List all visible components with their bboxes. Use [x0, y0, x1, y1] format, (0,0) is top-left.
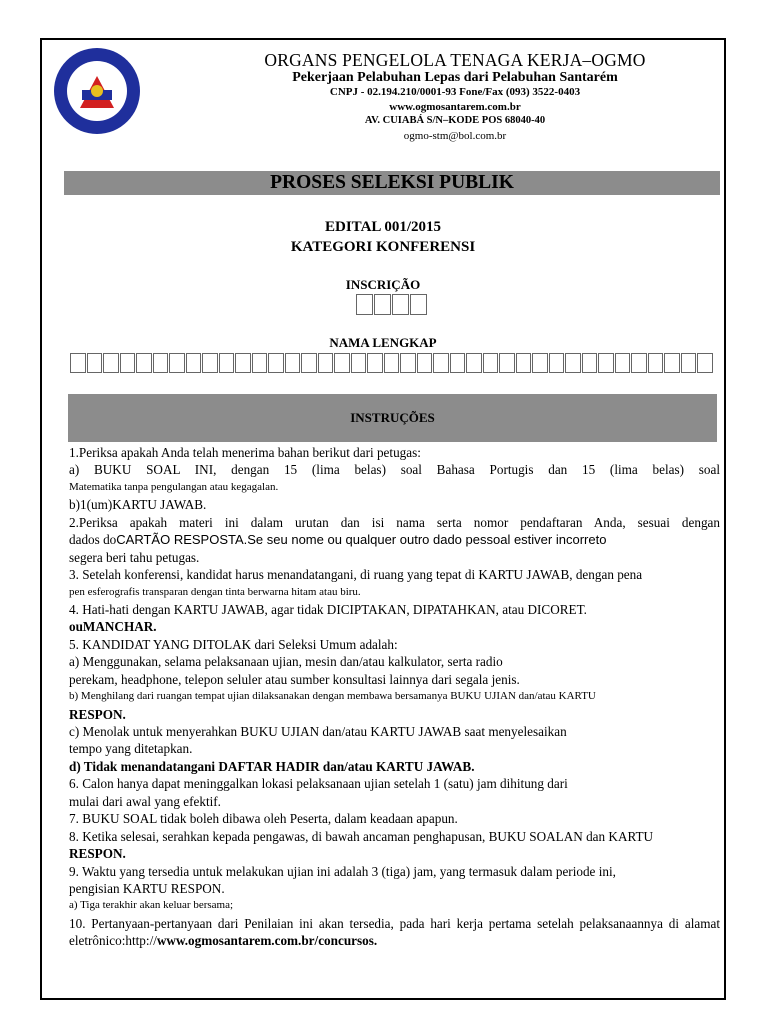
org-address: AV. CUIABÁ S/N–KODE POS 68040-40	[364, 115, 546, 126]
instruction-line	[69, 932, 720, 949]
instruction-line: a) Tiga terakhir akan keluar bersama;	[69, 899, 234, 912]
instruction-line: 8. Ketika selesai, serahkan kepada pengawas, di bawah ancaman penghapusan, BUKU SOALAN dan KARTU	[69, 828, 654, 844]
name-letter-box[interactable]	[235, 353, 251, 373]
instruction-line: mulai dari awal yang efektif.	[69, 793, 221, 809]
instruction-line	[69, 531, 720, 548]
instruction-line: a) BUKU SOAL INI, dengan 15 (lima belas) soal Bahasa Portugis dan 15 (lima belas) soal	[69, 462, 720, 478]
name-letter-box[interactable]	[351, 353, 367, 373]
name-letter-box[interactable]	[615, 353, 631, 373]
name-letter-box[interactable]	[169, 353, 185, 373]
inscricao-label: INSCRIÇÃO	[345, 277, 421, 292]
instruction-line: b) Menghilang dari ruangan tempat ujian dilaksanakan dengan membawa bersamanya BUKU UJIAN dan/atau KARTU	[69, 690, 596, 703]
name-letter-box[interactable]	[664, 353, 680, 373]
instruction-line: 10. Pertanyaan-pertanyaan dari Penilaian ini akan tersedia, pada hari kerja pertama setelah pelaksanaannya di alamat	[69, 915, 720, 931]
instructions-header: INSTRUÇÕES	[68, 394, 717, 442]
name-letter-box[interactable]	[681, 353, 697, 373]
name-letter-box[interactable]	[301, 353, 317, 373]
org-website: www.ogmosantarem.com.br	[389, 101, 521, 113]
name-letter-box[interactable]	[202, 353, 218, 373]
name-letter-box[interactable]	[186, 353, 202, 373]
name-letter-box[interactable]	[103, 353, 119, 373]
instruction-line: pengisian KARTU RESPON.	[69, 880, 225, 896]
instruction-text: CARTÃO RESPOSTA.Se seu nome ou qualquer outro dado pessoal estiver incorreto	[116, 532, 607, 548]
instruction-line: tempo yang ditetapkan.	[69, 741, 193, 757]
name-letter-box[interactable]	[549, 353, 565, 373]
name-letter-box[interactable]	[285, 353, 301, 373]
instruction-line: b)1(um)KARTU JAWAB.	[69, 497, 207, 513]
name-letter-box[interactable]	[450, 353, 466, 373]
instruction-line: perekam, headphone, telepon seluler atau sumber konsultasi lainnya dari segala jenis.	[69, 671, 520, 687]
org-cnpj: CNPJ - 02.194.210/0001-93 Fone/Fax (093) 3522-0403	[329, 86, 581, 98]
name-letter-box[interactable]	[516, 353, 532, 373]
name-letter-box[interactable]	[466, 353, 482, 373]
ogmo-logo	[52, 46, 142, 136]
instruction-line: 2.Periksa apakah materi ini dalam urutan dan isi nama serta nomor pendaftaran Anda, sesuai dengan	[69, 514, 720, 530]
name-letter-box[interactable]	[417, 353, 433, 373]
instruction-line: 7. BUKU SOAL tidak boleh dibawa oleh Peserta, dalam keadaan apapun.	[69, 811, 458, 827]
inscricao-digit-box[interactable]	[392, 294, 409, 315]
name-letter-box[interactable]	[153, 353, 169, 373]
inscricao-boxes[interactable]	[356, 294, 428, 315]
title-banner: PROSES SELEKSI PUBLIK	[64, 171, 720, 195]
edital-number: EDITAL 001/2015	[325, 219, 441, 235]
instructions-body	[69, 444, 720, 950]
full-name-label: NAMA LENGKAP	[329, 335, 437, 350]
name-letter-box[interactable]	[367, 353, 383, 373]
name-letter-box[interactable]	[697, 353, 713, 373]
name-letter-box[interactable]	[219, 353, 235, 373]
name-letter-box[interactable]	[400, 353, 416, 373]
org-email: ogmo-stm@bol.com.br	[403, 130, 507, 142]
name-letter-box[interactable]	[565, 353, 581, 373]
instruction-line: c) Menolak untuk menyerahkan BUKU UJIAN dan/atau KARTU JAWAB saat menyelesaikan	[69, 724, 567, 739]
name-letter-box[interactable]	[648, 353, 664, 373]
name-letter-box[interactable]	[252, 353, 268, 373]
instruction-line: 3. Setelah konferensi, kandidat harus menandatangani, di ruang yang tepat di KARTU JAWAB, dengan pena	[69, 567, 643, 583]
category-title: KATEGORI KONFERENSI	[290, 239, 476, 255]
inscricao-digit-box[interactable]	[410, 294, 427, 315]
name-letter-box[interactable]	[433, 353, 449, 373]
name-letter-box[interactable]	[483, 353, 499, 373]
instruction-line: pen esferografis transparan dengan tinta berwarna hitam atau biru.	[69, 585, 361, 598]
name-letter-box[interactable]	[499, 353, 515, 373]
name-letter-box[interactable]	[631, 353, 647, 373]
instruction-text: dados do	[69, 532, 117, 548]
instruction-line: RESPON.	[69, 846, 126, 862]
name-letter-box[interactable]	[384, 353, 400, 373]
instruction-line: 5. KANDIDAT YANG DITOLAK dari Seleksi Umum adalah:	[69, 636, 398, 652]
name-letter-box[interactable]	[334, 353, 350, 373]
name-letter-box[interactable]	[87, 353, 103, 373]
instruction-line: 6. Calon hanya dapat meninggalkan lokasi pelaksanaan ujian setelah 1 (satu) jam dihitung dari	[69, 776, 568, 792]
name-letter-box[interactable]	[532, 353, 548, 373]
name-letter-box[interactable]	[268, 353, 284, 373]
name-letter-box[interactable]	[582, 353, 598, 373]
name-letter-box[interactable]	[120, 353, 136, 373]
instruction-line: 4. Hati-hati dengan KARTU JAWAB, agar tidak DICIPTAKAN, DIPATAHKAN, atau DICORET.	[69, 601, 587, 617]
instruction-line: d) Tidak menandatangani DAFTAR HADIR dan/atau KARTU JAWAB.	[69, 758, 475, 774]
org-subtitle: Pekerjaan Pelabuhan Lepas dari Pelabuhan Santarém	[292, 70, 618, 85]
org-name: ORGANS PENGELOLA TENAGA KERJA–OGMO	[264, 50, 646, 70]
inscricao-digit-box[interactable]	[374, 294, 391, 315]
instruction-line: ouMANCHAR.	[69, 619, 157, 635]
name-letter-box[interactable]	[70, 353, 86, 373]
name-letter-box[interactable]	[318, 353, 334, 373]
instruction-text: eletrônico:http://	[69, 933, 157, 949]
instruction-line: 1.Periksa apakah Anda telah menerima bahan berikut dari petugas:	[69, 445, 421, 460]
inscricao-digit-box[interactable]	[356, 294, 373, 315]
instruction-line: Matematika tanpa pengulangan atau kegagalan.	[69, 480, 279, 493]
name-letter-box[interactable]	[136, 353, 152, 373]
instruction-line: a) Menggunakan, selama pelaksanaan ujian, mesin dan/atau kalkulator, serta radio	[69, 654, 503, 670]
instruction-line: RESPON.	[69, 706, 126, 722]
instruction-line: segera beri tahu petugas.	[69, 549, 200, 565]
name-letter-box[interactable]	[598, 353, 614, 373]
concursos-link[interactable]: www.ogmosantarem.com.br/concursos.	[156, 933, 378, 949]
instruction-line: 9. Waktu yang tersedia untuk melakukan ujian ini adalah 3 (tiga) jam, yang termasuk dalam periode ini,	[69, 863, 616, 879]
full-name-boxes[interactable]	[70, 353, 714, 373]
